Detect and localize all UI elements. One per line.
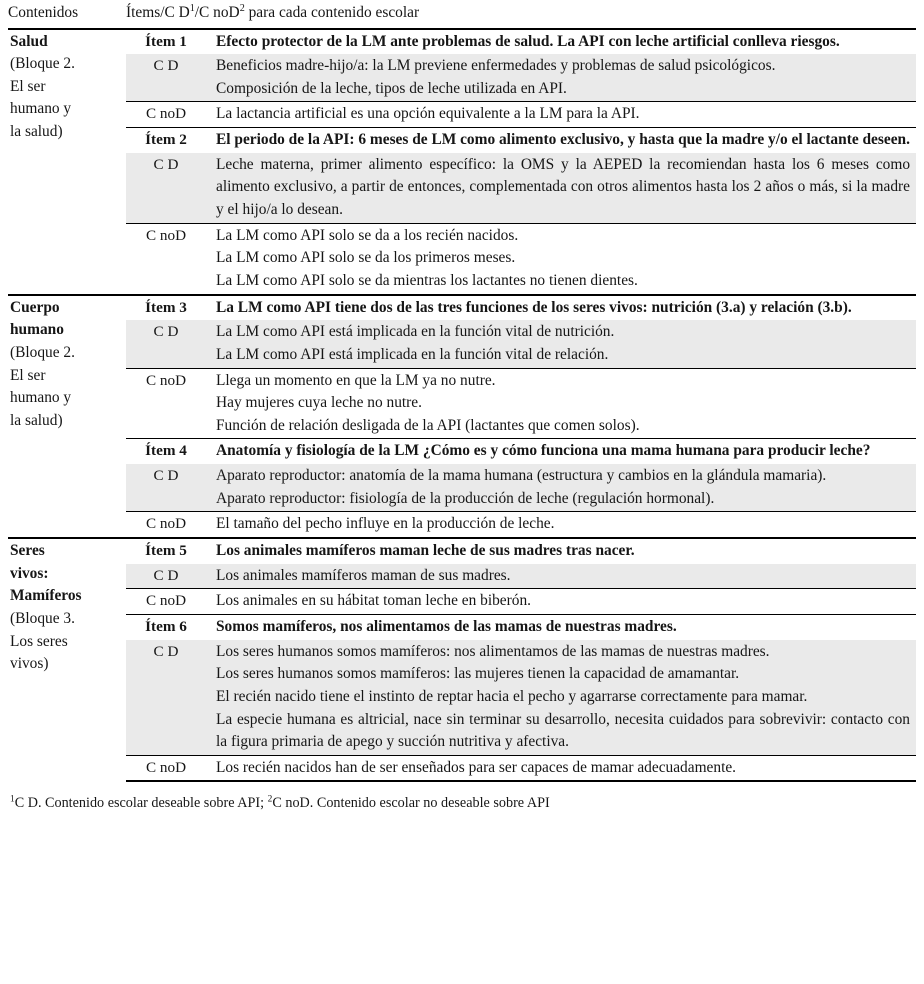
cd-label-cell: C D xyxy=(126,153,210,223)
content-area-line: (Bloque 2. xyxy=(10,343,75,361)
table-row xyxy=(8,128,916,153)
table-row xyxy=(8,320,916,368)
cd-content-cell xyxy=(210,54,916,102)
cnod-content-cell xyxy=(210,223,916,294)
content-line: La especie humana es altricial, nace sin terminar su desarrollo, necesita cuidados para sobrevivir: contacto con la figura primaria de apego y succión nutritiva y afectiva. xyxy=(216,710,911,751)
content-area-line: Mamíferos xyxy=(10,587,82,605)
cd-label-cell: C D xyxy=(126,320,210,368)
content-area-line: (Bloque 2. xyxy=(10,55,75,73)
table-row xyxy=(8,755,916,781)
cd-content-cell xyxy=(210,564,916,589)
table-row xyxy=(8,614,916,639)
content-area-line: Cuerpo xyxy=(10,298,60,316)
cnod-label-cell: C noD xyxy=(126,512,210,538)
header-contenidos: Contenidos xyxy=(8,0,126,29)
item-statement-cell: Efecto protector de la LM ante problemas de salud. La API con leche artificial conlleva riesgos. xyxy=(210,29,916,55)
content-area-line: humano y xyxy=(10,100,72,118)
cnod-label-cell: C noD xyxy=(126,755,210,781)
table-row xyxy=(8,640,916,756)
table-row xyxy=(8,54,916,102)
cnod-label-cell: C noD xyxy=(126,368,210,439)
content-line: La LM como API solo se da mientras los lactantes no tienen dientes. xyxy=(216,271,638,289)
content-line: Función de relación desligada de la API (lactantes que comen solos). xyxy=(216,416,640,434)
content-area-line: vivos: xyxy=(10,564,49,582)
content-line: Hay mujeres cuya leche no nutre. xyxy=(216,394,422,412)
header-items-sup2: 2 xyxy=(239,2,245,14)
content-line: La LM como API está implicada en la función vital de nutrición. xyxy=(216,323,615,341)
content-line: Los animales en su hábitat toman leche en biberón. xyxy=(216,592,531,610)
table-row xyxy=(8,512,916,538)
item-label-cell: Ítem 4 xyxy=(126,439,210,464)
table-row xyxy=(8,153,916,223)
content-line: Los seres humanos somos mamíferos: las mujeres tienen la capacidad de amamantar. xyxy=(216,665,740,683)
content-area-line: Salud xyxy=(10,32,48,50)
content-area-line: Seres xyxy=(10,542,45,560)
item-statement-cell: Anatomía y fisiología de la LM ¿Cómo es y cómo funciona una mama humana para producir leche? xyxy=(210,439,916,464)
table-row xyxy=(8,439,916,464)
content-line: Beneficios madre-hijo/a: la LM previene enfermedades y problemas de salud psicológicos. xyxy=(216,57,776,75)
header-items-sup1: 1 xyxy=(189,2,195,14)
content-area-line: humano y xyxy=(10,389,72,407)
content-area-line: El ser xyxy=(10,366,46,384)
content-line: La LM como API solo se da a los recién nacidos. xyxy=(216,226,519,244)
content-area-line: humano xyxy=(10,321,64,339)
cd-content-cell xyxy=(210,153,916,223)
header-items-pre: Ítems/C D xyxy=(126,4,190,21)
content-area-line: la salud) xyxy=(10,123,63,141)
table-row xyxy=(8,223,916,294)
item-label-cell: Ítem 6 xyxy=(126,614,210,639)
content-line: Llega un momento en que la LM ya no nutre. xyxy=(216,371,496,389)
item-statement-cell: Los animales mamíferos maman leche de sus madres tras nacer. xyxy=(210,538,916,564)
item-label-cell: Ítem 1 xyxy=(126,29,210,55)
content-line: La lactancia artificial es una opción equivalente a la LM para la API. xyxy=(216,105,640,123)
content-area-line: (Bloque 3. xyxy=(10,609,75,627)
item-label-cell: Ítem 2 xyxy=(126,128,210,153)
cnod-content-cell xyxy=(210,102,916,128)
content-area-cell xyxy=(8,29,126,295)
footnote-part2: C noD. Contenido escolar no deseable sobre API xyxy=(272,795,550,812)
cd-label-cell: C D xyxy=(126,464,210,512)
content-area-line: Los seres xyxy=(10,632,68,650)
item-label-cell: Ítem 5 xyxy=(126,538,210,564)
header-items xyxy=(126,0,916,29)
table-row xyxy=(8,589,916,615)
cd-content-cell xyxy=(210,320,916,368)
cd-label-cell: C D xyxy=(126,640,210,756)
footnote-part1: C D. Contenido escolar deseable sobre API; xyxy=(14,795,268,812)
table-footnote xyxy=(8,782,916,814)
cd-label-cell: C D xyxy=(126,564,210,589)
cd-content-cell xyxy=(210,464,916,512)
cd-label-cell: C D xyxy=(126,54,210,102)
cnod-content-cell xyxy=(210,368,916,439)
table-row xyxy=(8,564,916,589)
content-line: Composición de la leche, tipos de leche utilizada en API. xyxy=(216,79,567,97)
cnod-label-cell: C noD xyxy=(126,223,210,294)
cnod-label-cell: C noD xyxy=(126,102,210,128)
content-line: Leche materna, primer alimento específico: la OMS y la AEPED la recomiendan hasta los 6 meses como alimento exclusivo, a partir de entonces, complementada con otros alimentos hasta los 2 años o más, si la madre y el hijo/a lo desean. xyxy=(216,155,911,219)
cnod-content-cell xyxy=(210,589,916,615)
content-line: Aparato reproductor: anatomía de la mama humana (estructura y cambios en la glándula mamaria). xyxy=(216,467,827,485)
item-statement-cell: El periodo de la API: 6 meses de LM como alimento exclusivo, y hasta que la madre y/o el lactante deseen. xyxy=(210,128,916,153)
table-row xyxy=(8,538,916,564)
table-row xyxy=(8,102,916,128)
content-line: La LM como API solo se da los primeros meses. xyxy=(216,249,516,267)
table-header-row xyxy=(8,0,916,29)
content-line: Aparato reproductor: fisiología de la producción de leche (regulación hormonal). xyxy=(216,489,715,507)
content-area-cell xyxy=(8,538,126,781)
item-label-cell: Ítem 3 xyxy=(126,295,210,321)
cnod-label-cell: C noD xyxy=(126,589,210,615)
content-line: La LM como API está implicada en la función vital de relación. xyxy=(216,345,609,363)
content-line: El recién nacido tiene el instinto de reptar hacia el pecho y agarrarse correctamente para mamar. xyxy=(216,687,808,705)
header-items-post: para cada contenido escolar xyxy=(244,4,420,21)
cd-content-cell xyxy=(210,640,916,756)
school-content-table xyxy=(8,0,916,782)
table-row xyxy=(8,464,916,512)
content-area-line: vivos) xyxy=(10,655,49,673)
content-line: Los recién nacidos han de ser enseñados para ser capaces de mamar adecuadamente. xyxy=(216,758,737,776)
table-row xyxy=(8,295,916,321)
footnote-sup1: 1 xyxy=(10,794,15,805)
content-area-cell xyxy=(8,295,126,538)
header-items-mid: /C noD xyxy=(194,4,240,21)
content-line: Los animales mamíferos maman de sus madres. xyxy=(216,566,511,584)
cnod-content-cell xyxy=(210,512,916,538)
content-line: El tamaño del pecho influye en la producción de leche. xyxy=(216,515,555,533)
cnod-content-cell xyxy=(210,755,916,781)
item-statement-cell: Somos mamíferos, nos alimentamos de las mamas de nuestras madres. xyxy=(210,614,916,639)
item-statement-cell: La LM como API tiene dos de las tres funciones de los seres vivos: nutrición (3.a) y relación (3.b). xyxy=(210,295,916,321)
content-area-line: la salud) xyxy=(10,411,63,429)
table-row xyxy=(8,29,916,55)
table-row xyxy=(8,368,916,439)
footnote-sup2: 2 xyxy=(267,794,273,805)
content-area-line: El ser xyxy=(10,77,46,95)
content-line: Los seres humanos somos mamíferos: nos alimentamos de las mamas de nuestras madres. xyxy=(216,642,770,660)
